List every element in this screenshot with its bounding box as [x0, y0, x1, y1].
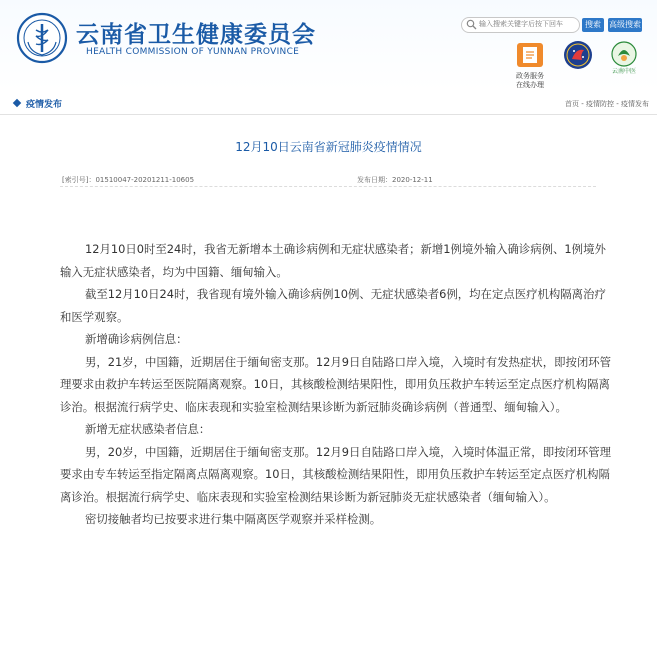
search-input[interactable] [479, 18, 575, 30]
article-title: 12月10日云南省新冠肺炎疫情情况 [235, 140, 422, 154]
advanced-search-button[interactable]: 高级搜索 [608, 18, 642, 32]
date-value: 2020-12-11 [392, 176, 433, 184]
gov-service-label-line1: 政务服务 [516, 72, 544, 80]
site-header [0, 0, 657, 90]
section-bar [0, 94, 657, 115]
index-number [62, 175, 194, 185]
paragraph: 男，21岁，中国籍，近期居住于缅甸密支那。12月9日自陆路口岸入境，入境时有发热症状，即按闭环管理要求由救护车转运至医院隔离观察。10日，其核酸检测结果阳性，即用负压救护车转运至定点医疗机构隔离诊治。根据流行病学史、临床表现和实验室检测结果诊断为新冠肺炎确诊病例（普通型、缅甸输入）。 [60, 354, 612, 414]
index-value: 01510047-20201211-10605 [95, 176, 195, 184]
paragraph: 截至12月10日24时，我省现有境外输入确诊病例10例、无症状感染者6例，均在定点医疗机构隔离治疗和医学观察。 [60, 287, 606, 324]
search-icon [466, 19, 477, 30]
gov-service-icon[interactable] [516, 42, 544, 68]
gov-service-label-line2: 在线办理 [516, 81, 544, 89]
breadcrumb-epidemic-control[interactable]: 疫情防控 [586, 100, 614, 108]
theme-badge-icon[interactable] [563, 40, 593, 70]
breadcrumb-separator: - [616, 100, 619, 108]
meta-divider [60, 186, 596, 187]
gov-service-link[interactable] [506, 72, 554, 90]
article-body [60, 238, 613, 531]
publish-date [357, 175, 433, 185]
paragraph: 新增确诊病例信息： [85, 332, 188, 346]
index-label: [索引号]： [62, 176, 96, 184]
nav-marker-icon [13, 99, 21, 107]
paragraph: 密切接触者均已按要求进行集中隔离医学观察并采样检测。 [85, 512, 382, 526]
paragraph: 男，20岁，中国籍，近期居住于缅甸密支那。12月9日自陆路口岸入境，入境时体温正常，即按闭环管理要求由专车转运至指定隔离点隔离观察。10日，其核酸检测结果阳性，即用负压救护车转运至定点医疗机构隔离诊治。根据流行病学史、临床表现和实验室检测结果诊断为新冠肺炎无症状感染者（缅甸输入）。 [60, 444, 612, 504]
breadcrumb-separator: - [581, 100, 584, 108]
tcm-badge-label: 云南中医 [611, 68, 636, 75]
breadcrumb-epidemic-release[interactable]: 疫情发布 [621, 100, 649, 108]
date-label: 发布日期： [357, 176, 392, 184]
search-button[interactable]: 搜索 [582, 18, 604, 32]
breadcrumb [565, 99, 649, 109]
paragraph: 新增无症状感染者信息： [85, 422, 211, 436]
site-title: 云南省卫生健康委员会 [76, 22, 316, 48]
breadcrumb-home[interactable]: 首页 [565, 100, 579, 108]
paragraph: 12月10日0时至24时，我省无新增本土确诊病例和无症状感染者；新增1例境外输入确诊病例、1例境外输入无症状感染者，均为中国籍、缅甸输入。 [60, 242, 606, 279]
site-title-english: HEALTH COMMISSION OF YUNNAN PROVINCE [86, 47, 300, 57]
section-title: 疫情发布 [26, 100, 63, 110]
commission-emblem-logo[interactable] [16, 12, 68, 64]
